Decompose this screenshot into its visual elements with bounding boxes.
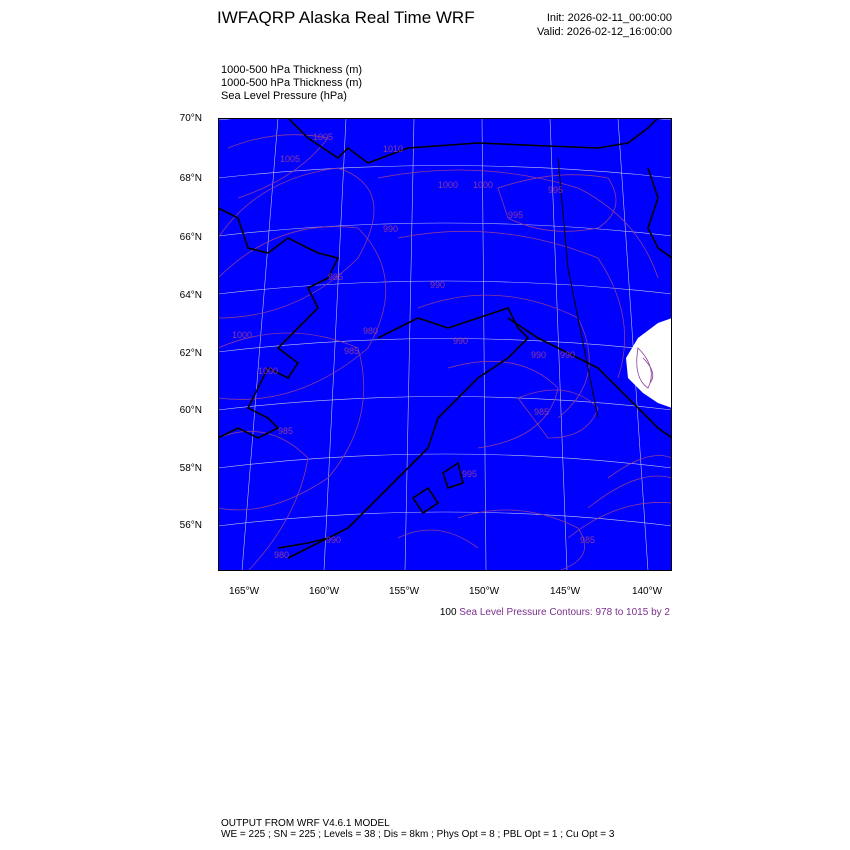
contour-legend-text: Sea Level Pressure Contours: 978 to 1015 by 2	[459, 607, 670, 618]
lat-label-60: 60°N	[179, 405, 202, 416]
contour-label: 985	[278, 426, 294, 436]
lat-label-68: 68°N	[179, 173, 202, 184]
contour-label: 1000	[258, 366, 279, 376]
lon-label-155: 155°W	[388, 586, 420, 597]
contour-label: 985	[580, 535, 596, 545]
lat-label-66: 66°N	[179, 232, 202, 243]
contour-label: 985	[328, 272, 344, 282]
contour-legend-prefix: 100	[439, 607, 457, 618]
lon-label-145: 145°W	[549, 586, 581, 597]
contour-label: 1010	[383, 144, 404, 154]
lat-label-58: 58°N	[179, 463, 202, 474]
map-panel	[218, 118, 672, 571]
footer-config: WE = 225 ; SN = 225 ; Levels = 38 ; Dis = 8km ; Phys Opt = 8 ; PBL Opt = 1 ; Cu Opt = 3	[221, 829, 615, 840]
contour-label: 1000	[473, 180, 494, 190]
lon-label-165: 165°W	[228, 586, 260, 597]
contour-label: 1005	[313, 132, 334, 142]
field-label-slp: Sea Level Pressure (hPa)	[221, 90, 347, 102]
contour-label: 1005	[280, 154, 301, 164]
lat-label-56: 56°N	[179, 520, 202, 531]
contour-label: 990	[560, 350, 576, 360]
contour-label: 995	[548, 185, 564, 195]
contour-legend	[440, 607, 670, 618]
lat-label-70: 70°N	[179, 113, 202, 124]
field-label-thickness-2: 1000-500 hPa Thickness (m)	[221, 77, 363, 89]
contour-label: 995	[508, 210, 524, 220]
contour-label: 995	[462, 469, 478, 479]
lon-label-160: 160°W	[308, 586, 340, 597]
contour-label: 1000	[232, 330, 253, 340]
contour-label: 990	[531, 350, 547, 360]
contour-label: 985	[344, 346, 360, 356]
contour-label: 1000	[438, 180, 459, 190]
lat-label-62: 62°N	[179, 348, 202, 359]
contour-label: 980	[363, 326, 379, 336]
contour-label: 990	[430, 280, 446, 290]
init-time: Init: 2026-02-11_00:00:00	[546, 12, 672, 24]
footer-model: OUTPUT FROM WRF V4.6.1 MODEL	[221, 818, 390, 829]
field-label-thickness-1: 1000-500 hPa Thickness (m)	[221, 64, 363, 76]
contour-label: 990	[453, 336, 469, 346]
contour-label: 990	[383, 224, 399, 234]
lon-label-150: 150°W	[468, 586, 500, 597]
contour-label: 980	[274, 550, 290, 560]
contour-label: 990	[326, 535, 342, 545]
contour-label: 985	[534, 407, 550, 417]
lon-label-140: 140°W	[631, 586, 663, 597]
lat-label-64: 64°N	[179, 290, 202, 301]
plot-title: IWFAQRP Alaska Real Time WRF	[217, 8, 475, 27]
valid-time: Valid: 2026-02-12_16:00:00	[537, 26, 672, 38]
